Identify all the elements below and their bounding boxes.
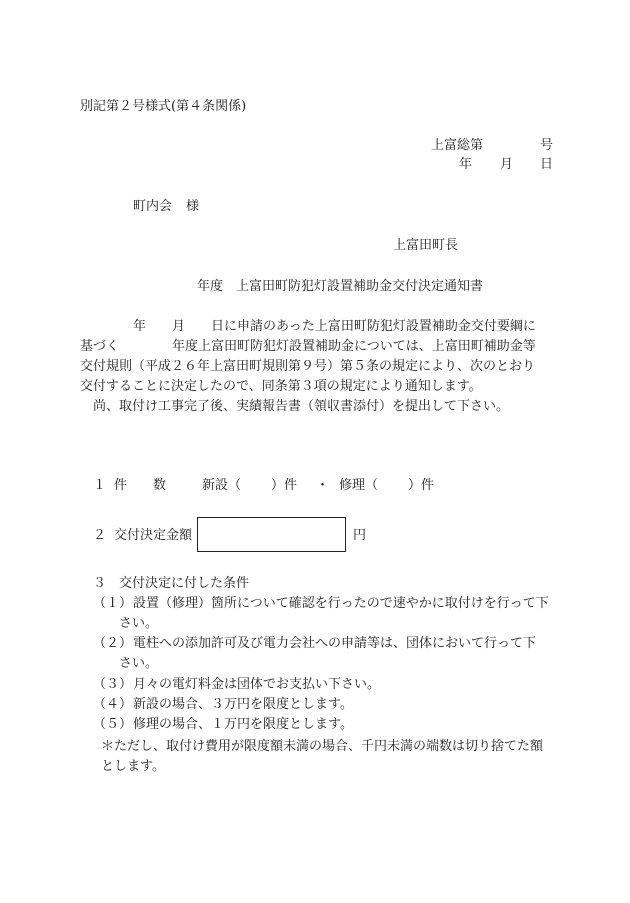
count-new-unit: ）件 xyxy=(271,478,298,493)
count-separator: ・ xyxy=(316,478,330,493)
count-repair-unit: ）件 xyxy=(408,478,435,493)
condition-1-num: （１） xyxy=(93,596,133,611)
body-line2-start: 基づく xyxy=(80,339,120,354)
condition-3-num: （３） xyxy=(93,677,133,692)
body-line4: 交付することに決定したので、同条第３項の規定により通知します。 xyxy=(80,379,482,394)
date-month: 月 xyxy=(500,157,514,172)
conditions-note-cont: とします。 xyxy=(101,759,165,774)
body-line5: 尚、取付け工事完了後、実績報告書（領収書添付）を提出して下さい。 xyxy=(93,399,510,414)
conditions-heading: ３ 交付決定に付した条件 xyxy=(93,576,250,591)
page-title: 上富田町防犯灯設置補助金交付決定通知書 xyxy=(236,279,484,294)
amount-unit: 円 xyxy=(353,528,367,543)
body-line1: 日に申請のあった上富田町防犯灯設置補助金交付要綱に xyxy=(211,319,536,334)
addressee-honorific: 様 xyxy=(186,199,200,214)
condition-5-num: （５） xyxy=(93,717,133,732)
amount-number: ２ xyxy=(93,528,107,543)
doc-number-suffix: 号 xyxy=(540,138,554,153)
conditions-note: ＊ただし、取付け費用が限度額未満の場合、千円未満の端数は切り捨てた額 xyxy=(101,739,544,754)
doc-number-prefix: 上富総第 xyxy=(431,138,484,153)
body-line3: 交付規則（平成２６年上富田町規則第９号）第５条の規定により、次のとおり xyxy=(80,359,536,374)
condition-3-text: 月々の電灯料金は団体でお支払い下さい。 xyxy=(133,677,381,692)
date-day: 日 xyxy=(540,157,554,172)
condition-4-num: （４） xyxy=(93,697,133,712)
sender: 上富田町長 xyxy=(393,238,459,253)
amount-field[interactable] xyxy=(197,517,346,552)
amount-label: 交付決定金額 xyxy=(114,528,193,543)
body-year: 年 xyxy=(133,319,147,334)
condition-2-text: 電柱への添加許可及び電力会社への申請等は、団体において行って下 xyxy=(133,636,537,651)
count-repair-label: 修理（ xyxy=(339,478,379,493)
title-year-label: 年度 xyxy=(197,279,224,294)
count-number: １ xyxy=(93,478,107,493)
count-new-label: 新設（ xyxy=(202,478,242,493)
addressee-org: 町内会 xyxy=(133,199,173,214)
body-line2: 年度上富田町防犯灯設置補助金については、上富田町補助金等 xyxy=(172,339,536,354)
condition-2-num: （２） xyxy=(93,636,133,651)
condition-5-text: 修理の場合、１万円を限度とします。 xyxy=(133,717,353,732)
condition-1-text: 設置（修理）箇所について確認を行ったので速やかに取付けを行って下 xyxy=(133,596,549,611)
condition-4-text: 新設の場合、３万円を限度とします。 xyxy=(133,697,353,712)
condition-2-text-cont: さい。 xyxy=(119,656,159,671)
form-label: 別記第２号様式(第４条関係) xyxy=(80,99,247,114)
body-month: 月 xyxy=(172,319,186,334)
date-year: 年 xyxy=(459,157,473,172)
count-label: 件 数 xyxy=(114,478,167,493)
condition-1-text-cont: さい。 xyxy=(119,616,159,631)
